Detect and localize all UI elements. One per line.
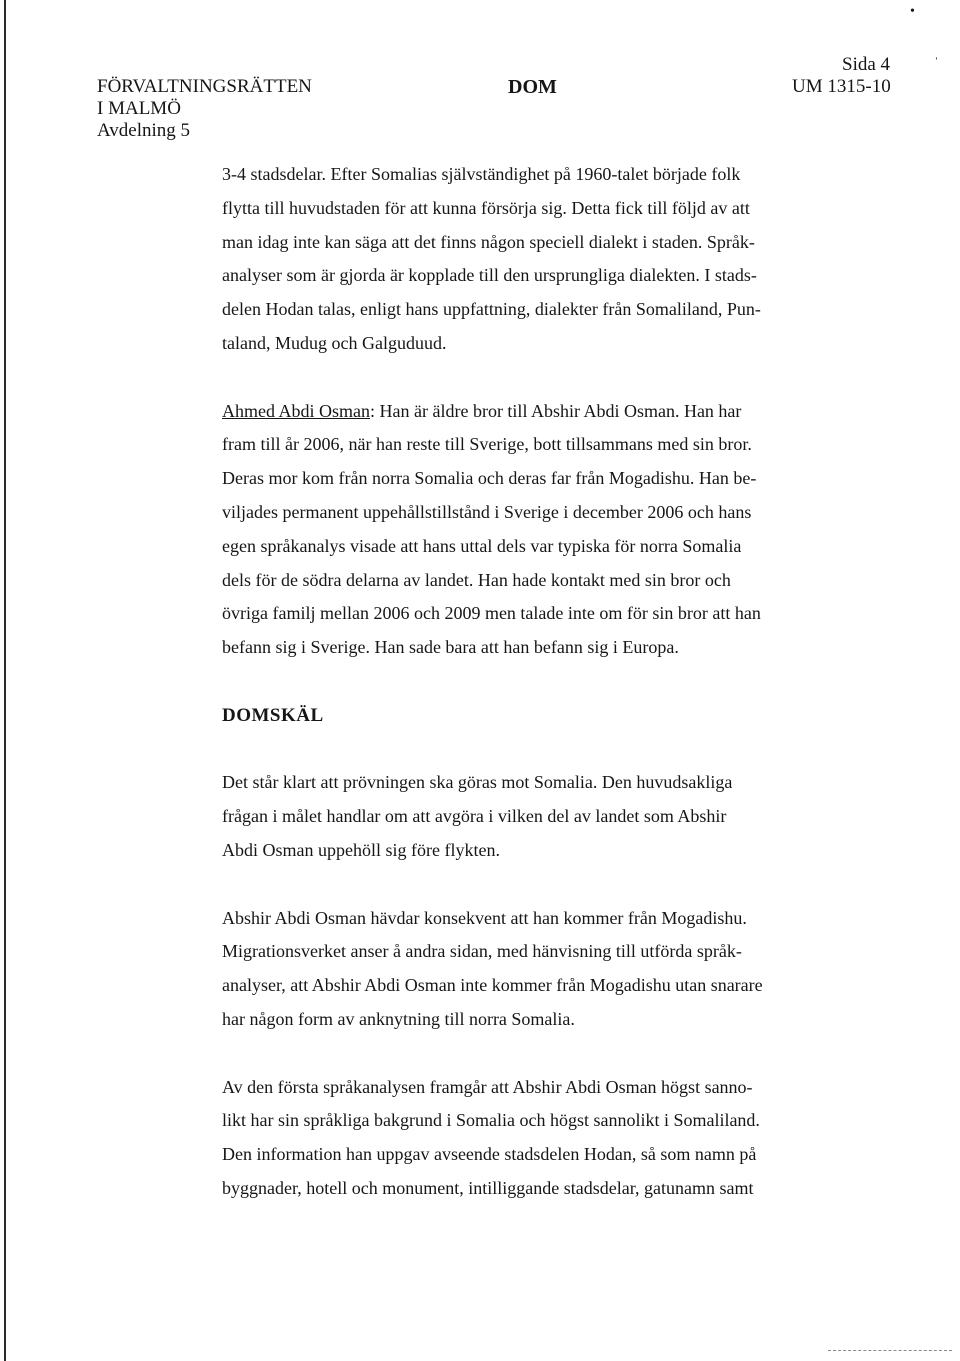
document-type: DOM bbox=[508, 76, 557, 98]
text-line: man idag inte kan säga att det finns någon speciell dialekt i staden. Språk- bbox=[222, 231, 755, 252]
text-line: 3-4 stadsdelar. Efter Somalias självständighet på 1960-talet började folk bbox=[222, 164, 741, 184]
text-line: delen Hodan talas, enligt hans uppfattning, dialekter från Somaliland, Pun- bbox=[222, 299, 761, 320]
text-line: analyser, att Abshir Abdi Osman inte kommer från Mogadishu utan snarare bbox=[222, 975, 763, 996]
text-line: Migrationsverket anser å andra sidan, med hänvisning till utförda språk- bbox=[222, 941, 742, 962]
text-line: dels för de södra delarna av landet. Han hade kontakt med sin bror och bbox=[222, 569, 731, 590]
text-line: fram till år 2006, när han reste till Sverige, bott tillsammans med sin bror. bbox=[222, 434, 752, 455]
witness-intro: : Han är äldre bror till Abshir Abdi Osman. Han har bbox=[370, 400, 742, 421]
court-department: Avdelning 5 bbox=[97, 120, 191, 141]
paragraph-reason bbox=[222, 902, 822, 1037]
text-line: Deras mor kom från norra Somalia och deras far från Mogadishu. Han be- bbox=[222, 468, 757, 489]
text-line: byggnader, hotell och monument, intilliggande stadsdelar, gatunamn samt bbox=[222, 1177, 754, 1198]
text-line: frågan i målet handlar om att avgöra i vilken del av landet som Abshir bbox=[222, 806, 727, 827]
text-line: viljades permanent uppehållstillstånd i Sverige i december 2006 och hans bbox=[222, 501, 752, 522]
scan-left-border bbox=[4, 0, 6, 1361]
text-line: flytta till huvudstaden för att kunna försörja sig. Detta fick till följd av att bbox=[222, 197, 750, 218]
text-line: Abshir Abdi Osman hävdar konsekvent att han kommer från Mogadishu. bbox=[222, 907, 747, 928]
court-name: FÖRVALTNINGSRÄTTEN bbox=[97, 76, 312, 97]
scan-speck: • bbox=[910, 4, 915, 19]
text-line: Av den första språkanalysen framgår att Abshir Abdi Osman högst sanno- bbox=[222, 1076, 753, 1097]
text-line: Den information han uppgav avseende stadsdelen Hodan, så som namn på bbox=[222, 1144, 757, 1165]
text-line: befann sig i Sverige. Han sade bara att han befann sig i Europa. bbox=[222, 637, 679, 658]
witness-name: Ahmed Abdi Osman bbox=[222, 400, 370, 421]
section-heading: DOMSKÄL bbox=[222, 704, 324, 726]
text-line: likt har sin språkliga bakgrund i Somalia och högst sannolikt i Somaliland. bbox=[222, 1110, 760, 1131]
text-line: egen språkanalys visade att hans uttal dels var typiska för norra Somalia bbox=[222, 535, 742, 556]
paragraph-witness bbox=[222, 395, 822, 665]
text-line: taland, Mudug och Galguduud. bbox=[222, 332, 447, 353]
paragraph-reason bbox=[222, 766, 822, 867]
text-line bbox=[222, 395, 822, 429]
paragraph-dialects bbox=[222, 158, 822, 361]
text-line: analyser som är gjorda är kopplade till den ursprungliga dialekten. I stads- bbox=[222, 265, 757, 286]
text-line: har någon form av anknytning till norra Somalia. bbox=[222, 1008, 575, 1029]
text-line: Abdi Osman uppehöll sig före flykten. bbox=[222, 839, 500, 860]
text-line: Det står klart att prövningen ska göras mot Somalia. Den huvudsakliga bbox=[222, 772, 733, 793]
court-city: I MALMÖ bbox=[97, 98, 181, 119]
scan-speck: ˈ bbox=[934, 56, 939, 71]
footer-rule bbox=[828, 1350, 952, 1352]
paragraph-reason bbox=[222, 1071, 822, 1206]
text-line: övriga familj mellan 2006 och 2009 men talade inte om för sin bror att han bbox=[222, 603, 761, 624]
document-body bbox=[222, 158, 822, 1240]
page-number: Sida 4 bbox=[842, 54, 891, 75]
case-number: UM 1315-10 bbox=[792, 76, 891, 97]
